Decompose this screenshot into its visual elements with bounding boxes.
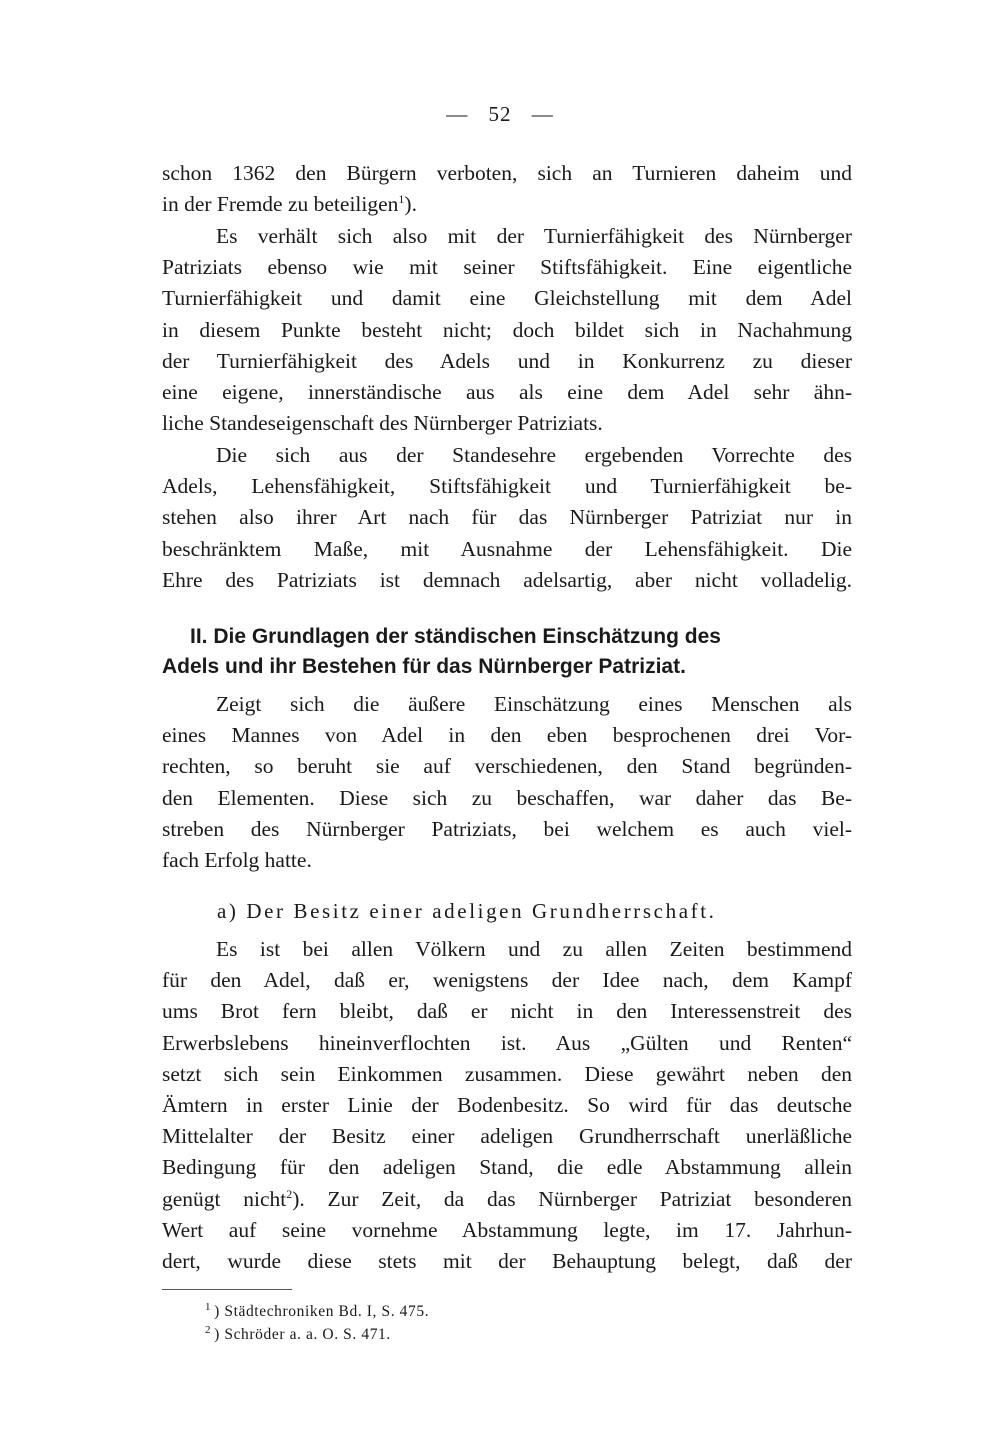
text-line: Ehre des Patriziats ist demnach adelsartig, aber nicht volladelig. — [162, 567, 852, 592]
text-line — [162, 189, 852, 220]
text-line: liche Standeseigenschaft des Nürnberger Patriziats. — [162, 411, 603, 436]
paragraph-continuation — [162, 158, 852, 220]
text-line: Ämtern in erster Linie der Bodenbesitz. So wird für das deutsche — [162, 1093, 852, 1118]
text-line: für den Adel, daß er, wenigstens der Idee nach, dem Kampf — [162, 968, 852, 993]
footnote-divider — [162, 1289, 292, 1290]
page-number-dash-left: — — [446, 102, 469, 126]
text-line — [162, 1184, 852, 1215]
text-line: ums Brot fern bleibt, daß er nicht in den Interessenstreit des — [162, 999, 852, 1024]
page-number: 52 — [488, 102, 512, 126]
section-heading-line: II. Die Grundlagen der ständischen Einschätzung des — [190, 625, 721, 648]
paragraph-grundherrschaft — [162, 934, 852, 1277]
subsection-heading: a) Der Besitz einer adeligen Grundherrschaft. — [217, 899, 717, 923]
text-segment: ). Zur Zeit, da das Nürnberger Patriziat besonderen — [292, 1186, 852, 1211]
text-line: Erwerbslebens hineinverflochten ist. Aus „Gülten und Renten“ — [162, 1030, 852, 1055]
text-line: Bedingung für den adeligen Stand, die edle Abstammung allein — [162, 1155, 852, 1180]
footnote-mark: 1 — [205, 1300, 212, 1313]
text-segment: genügt nicht — [162, 1186, 287, 1211]
footnote-item — [205, 1323, 429, 1346]
footnote-text: ) Städtechroniken Bd. I, S. 475. — [214, 1303, 430, 1320]
text-line: dert, wurde diese stets mit der Behauptung belegt, daß der — [162, 1249, 852, 1274]
text-line: setzt sich sein Einkommen zusammen. Diese gewährt neben den — [162, 1061, 852, 1086]
text-line: Es verhält sich also mit der Turnierfähigkeit des Nürnberger — [216, 224, 852, 248]
text-line: in diesem Punkte besteht nicht; doch bildet sich in Nachahmung — [162, 317, 852, 342]
footnote-reference: 2 — [286, 1186, 293, 1201]
text-line: Mittelalter der Besitz einer adeligen Grundherrschaft unerläßliche — [162, 1124, 852, 1149]
text-line: stehen also ihrer Art nach für das Nürnberger Patriziat nur in — [162, 505, 852, 530]
text-line: Es ist bei allen Völkern und zu allen Zeiten bestimmend — [216, 937, 852, 961]
paragraph-einschaetzung — [162, 689, 852, 876]
text-line: fach Erfolg hatte. — [162, 848, 312, 873]
text-line: Zeigt sich die äußere Einschätzung eines Menschen als — [216, 692, 852, 716]
paragraph-turnierfaehigkeit — [162, 221, 852, 439]
text-line: eines Mannes von Adel in den eben besprochenen drei Vor- — [162, 723, 852, 748]
text-line: schon 1362 den Bürgern verboten, sich an Turnieren daheim und — [162, 161, 852, 185]
footnotes — [205, 1300, 429, 1346]
footnote-mark: 2 — [205, 1323, 212, 1336]
footnote-text: ) Schröder a. a. O. S. 471. — [214, 1326, 391, 1343]
text-segment: in der Fremde zu beteiligen — [162, 192, 399, 217]
text-line: Patriziats ebenso wie mit seiner Stiftsfähigkeit. Eine eigentliche — [162, 255, 852, 280]
paragraph-vorrechte — [162, 440, 852, 596]
text-line: den Elementen. Diese sich zu beschaffen, war daher das Be- — [162, 785, 852, 810]
text-line: der Turnierfähigkeit des Adels und in Konkurrenz zu dieser — [162, 348, 852, 373]
text-line: Die sich aus der Standesehre ergebenden Vorrechte des — [216, 443, 852, 467]
text-line: eine eigene, innerständische aus als eine dem Adel sehr ähn- — [162, 380, 852, 405]
section-heading-line: Adels und ihr Bestehen für das Nürnberger Patriziat. — [162, 655, 686, 678]
text-line: Wert auf seine vornehme Abstammung legte, im 17. Jahrhun- — [162, 1217, 852, 1242]
page-number-dash-right: — — [531, 102, 554, 126]
footnote-item — [205, 1300, 429, 1323]
text-segment: ). — [404, 192, 417, 217]
text-line: Turnierfähigkeit und damit eine Gleichstellung mit dem Adel — [162, 286, 852, 311]
text-line: streben des Nürnberger Patriziats, bei welchem es auch viel- — [162, 816, 852, 841]
text-line: beschränktem Maße, mit Ausnahme der Lehensfähigkeit. Die — [162, 536, 852, 561]
text-line: rechten, so beruht sie auf verschiedenen, den Stand begründen- — [162, 754, 852, 779]
page-number-header — [0, 102, 1000, 127]
section-heading — [162, 622, 850, 682]
text-line: Adels, Lehensfähigkeit, Stiftsfähigkeit und Turnierfähigkeit be- — [162, 474, 852, 499]
footnote-reference: 1 — [398, 192, 405, 207]
